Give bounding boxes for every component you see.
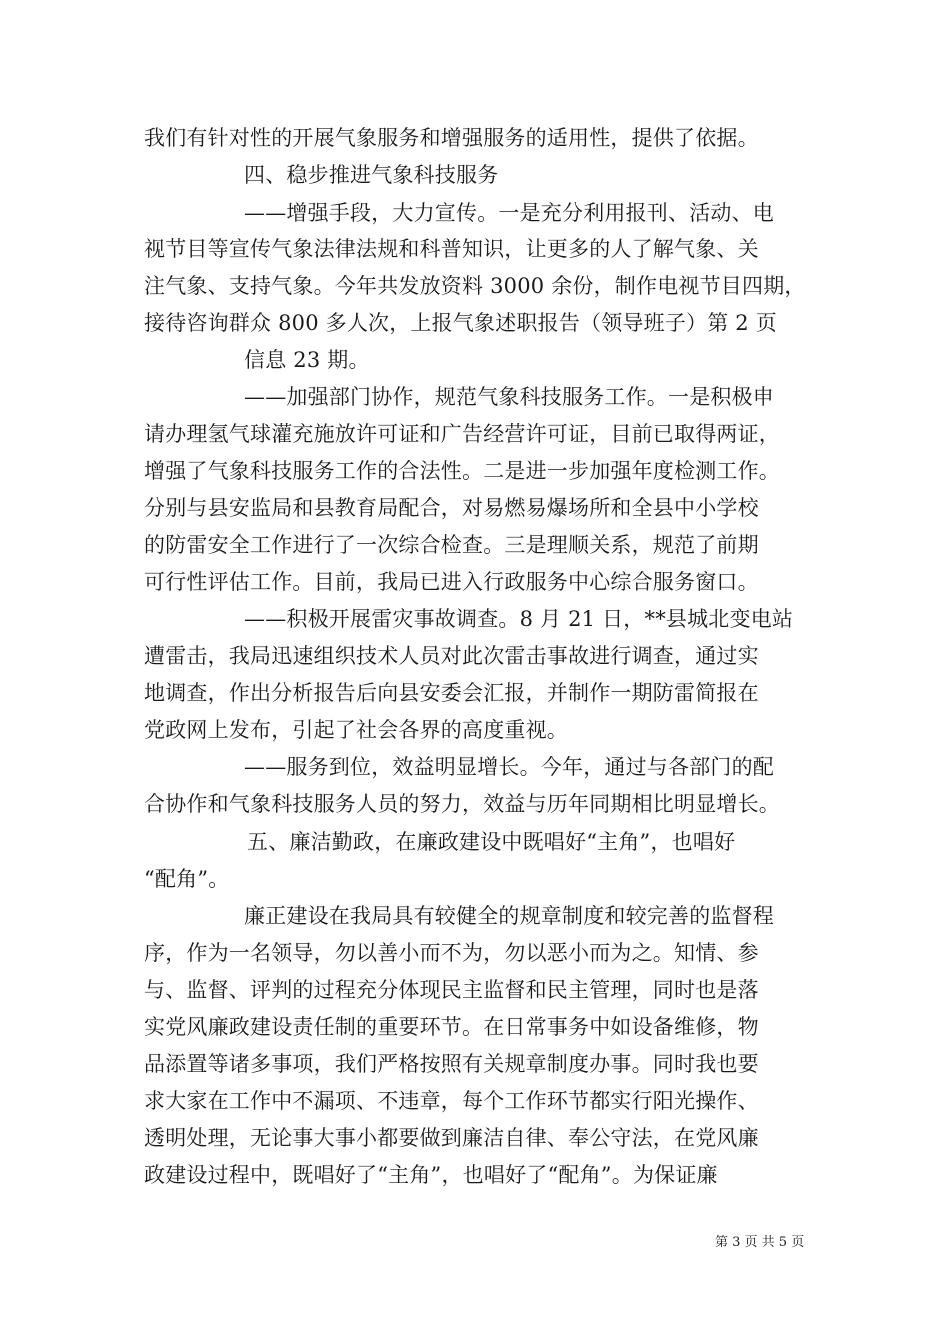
text-line: 增强了气象科技服务工作的合法性。二是进一步加强年度检测工作。	[144, 459, 780, 483]
text-line: 合协作和气象科技服务人员的努力，效益与历年同期相比明显增长。	[144, 792, 780, 816]
text-line: 的防雷安全工作进行了一次综合检查。三是理顺关系，规范了前期	[144, 533, 759, 557]
text-line: ——加强部门协作，规范气象科技服务工作。一是积极申	[244, 385, 774, 409]
text-line: 遭雷击，我局迅速组织技术人员对此次雷击事故进行调查，通过实	[144, 644, 759, 668]
text-line: 可行性评估工作。目前，我局已进入行政服务中心综合服务窗口。	[144, 570, 759, 594]
text-line: 实党风廉政建设责任制的重要环节。在日常事务中如设备维修，物	[144, 1015, 759, 1039]
text-line: 信息 23 期。	[244, 348, 370, 372]
text-line: 视节目等宣传气象法律法规和科普知识，让更多的人了解气象、关	[144, 237, 759, 261]
section-heading: 四、稳步推进气象科技服务	[244, 163, 499, 187]
text-line: 与、监督、评判的过程充分体现民主监督和民主管理，同时也是落	[144, 978, 759, 1002]
text-line: 透明处理，无论事大事小都要做到廉洁自律、奉公守法，在党风廉	[144, 1126, 759, 1150]
text-line: 党政网上发布，引起了社会各界的高度重视。	[144, 718, 568, 742]
text-line: “配角”。	[144, 867, 230, 891]
text-line: 我们有针对性的开展气象服务和增强服务的适用性，提供了依据。	[144, 126, 759, 150]
text-line: ——积极开展雷灾事故调查。8 月 21 日，**县城北变电站	[244, 607, 794, 631]
text-line: 品添置等诸多事项，我们严格按照有关规章制度办事。同时我也要	[144, 1052, 759, 1076]
text-line: 接待咨询群众 800 多人次，上报气象述职报告（领导班子）第 2 页	[144, 311, 777, 335]
text-line: ——增强手段，大力宣传。一是充分利用报刊、活动、电	[244, 201, 774, 225]
text-line: 分别与县安监局和县教育局配合，对易燃易爆场所和全县中小学校	[144, 496, 759, 520]
text-line: 政建设过程中，既唱好了“主角”，也唱好了“配角”。为保证廉	[144, 1163, 718, 1187]
text-line: 序，作为一名领导，勿以善小而不为，勿以恶小而为之。知情、参	[144, 941, 759, 965]
page-number-footer: 第 3 页 共 5 页	[715, 1235, 805, 1250]
text-line: ——服务到位，效益明显增长。今年，通过与各部门的配	[244, 755, 774, 779]
text-line: 地调查，作出分析报告后向县安委会汇报，并制作一期防雷简报在	[144, 681, 759, 705]
text-line: 请办理氢气球灌充施放许可证和广告经营许可证，目前已取得两证，	[144, 422, 780, 446]
text-line: 求大家在工作中不漏项、不违章，每个工作环节都实行阳光操作、	[144, 1089, 759, 1113]
section-heading: 五、廉洁勤政，在廉政建设中既唱好“主角”，也唱好	[247, 830, 736, 854]
text-line: 注气象、支持气象。今年共发放资料 3000 余份，制作电视节目四期，	[144, 274, 806, 298]
text-line: 廉正建设在我局具有较健全的规章制度和较完善的监督程	[244, 904, 774, 928]
